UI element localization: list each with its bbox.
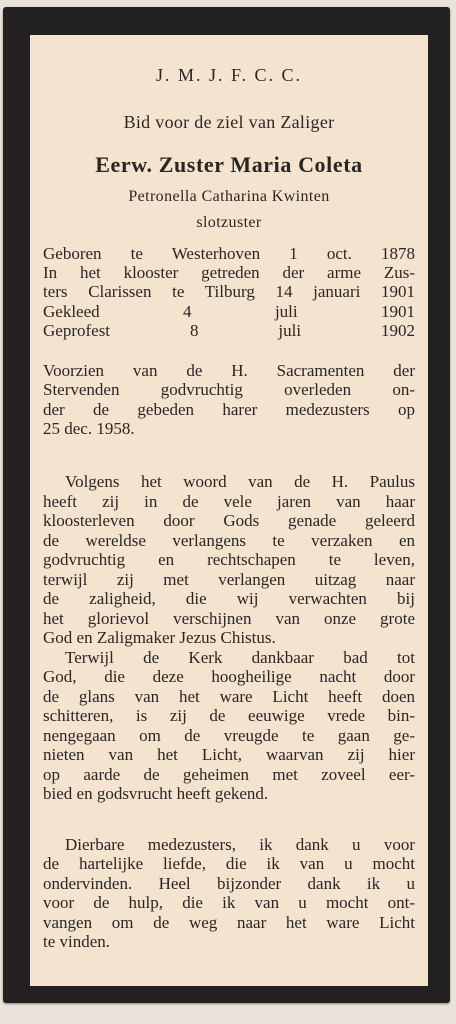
para-line: op aarde de geheimen met zoveel eer-: [43, 765, 415, 784]
date-row-professed: [43, 322, 415, 341]
date-value: 1901: [381, 282, 415, 301]
para-line: de glans van het ware Licht heeft doen: [43, 687, 415, 706]
para-line: voor de hulp, die ik van u mocht ont-: [43, 893, 415, 912]
para-line: het glorievol verschijnen van onze grote: [43, 609, 415, 628]
mourning-card: [3, 7, 450, 1003]
para-line: God en Zaligmaker Jezus Chistus.: [43, 628, 276, 647]
para-line: de zaligheid, die wij verwachten bij: [43, 589, 415, 608]
card-header: J. M. J. F. C. C.: [155, 65, 303, 85]
death-line: Stervenden godvruchtig overleden on-: [43, 380, 415, 399]
date-row-born: [43, 245, 415, 264]
date-row-entered-2: [43, 283, 415, 302]
para-line: vangen om de weg naar het ware Licht: [43, 913, 415, 932]
para-line: de wereldse verlangens te verzaken en: [43, 531, 415, 550]
date-row-entered: In het klooster getreden der arme Zus-: [43, 263, 415, 282]
card-paper: [30, 35, 428, 986]
death-line: 25 dec. 1958.: [43, 419, 135, 438]
para-line: heeft zij in de vele jaren van haar: [43, 492, 415, 511]
para-line: de hartelijke liefde, die ik van u mocht: [43, 854, 415, 873]
death-line: Voorzien van de H. Sacramenten der: [43, 361, 415, 380]
date-row-clothed: [43, 303, 415, 322]
para-line: Terwijl de Kerk dankbaar bad tot: [65, 648, 415, 667]
date-label: Gekleed: [43, 302, 100, 321]
para-line: nieten van het Licht, waarvan zij hier: [43, 745, 415, 764]
date-label: Geprofest: [43, 321, 111, 340]
para-line: godvruchtig en rechtschapen te leven,: [43, 550, 415, 569]
full-name: Petronella Catharina Kwinten: [128, 188, 330, 205]
date-label: ters Clarissen te Tilburg 14 januari: [43, 282, 361, 301]
death-line: der de gebeden harer medezusters op: [43, 400, 415, 419]
para-line: Dierbare medezusters, ik dank u voor: [65, 835, 415, 854]
para-line: God, die deze hoogheilige nacht door: [43, 667, 415, 686]
date-value: 1 oct. 1878: [289, 244, 415, 263]
title-slotzuster: slotzuster: [196, 214, 262, 231]
para-line: nengegaan om de vreugde te gaan ge-: [43, 726, 415, 745]
date-label: Geboren te Westerhoven: [43, 244, 261, 263]
date-value: 4 juli 1901: [183, 302, 416, 321]
para-line: bied en godsvrucht heeft gekend.: [43, 784, 269, 803]
para-line: terwijl zij met verlangen uitzag naar: [43, 570, 415, 589]
para-line: schitteren, is zij de eeuwige vrede bin-: [43, 706, 415, 725]
date-value: 8 juli 1902: [189, 321, 416, 340]
para-line: te vinden.: [43, 932, 111, 951]
para-line: ondervinden. Heel bijzonder dank ik u: [43, 874, 415, 893]
deceased-name: Eerw. Zuster Maria Coleta: [95, 152, 363, 177]
para-line: kloosterleven door Gods genade geleerd: [43, 511, 415, 530]
para-line: Volgens het woord van de H. Paulus: [65, 472, 415, 491]
prayer-line: Bid voor de ziel van Zaliger: [123, 112, 335, 132]
